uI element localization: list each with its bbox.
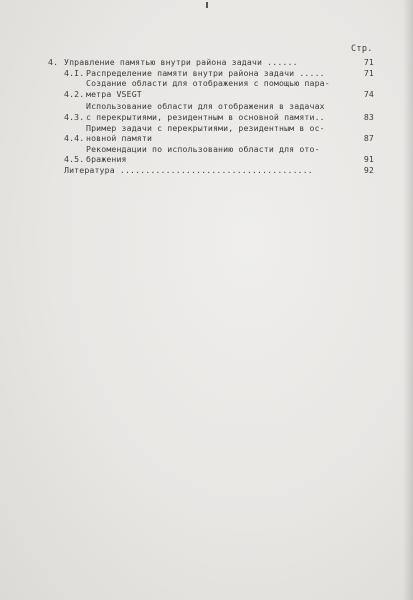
toc-entry-page: 74 [363,88,374,99]
toc-entry-number: 4.I. [64,67,85,78]
toc-entry-page: 92 [363,164,374,175]
table-of-contents [48,57,374,176]
toc-entry-title [86,78,350,99]
toc-entry-line: Рекомендации по использованию области для ото- [86,143,320,154]
toc-entry-line: Литература ...................................... [64,164,313,175]
toc-entry-line: новной памяти [86,133,153,144]
toc-entry-line: Управление памятью внутри района задачи ...... [64,57,298,67]
toc-entry-number: 4.3. [64,111,85,122]
toc-entry-literature [48,165,374,176]
toc-entry-number: 4.2. [64,88,85,99]
toc-entry-line: Пример задачи с перекрытиями, резидентным в ос- [86,122,325,133]
page-column-header: Стр. [351,44,373,54]
toc-entry-page: 71 [363,67,374,78]
toc-entry-line: с перекрытиями, резидентным в основной памяти.. [86,111,325,122]
toc-entry-page: 87 [363,133,374,144]
toc-entry-4-2 [48,78,374,99]
toc-entry-page: 91 [363,154,374,165]
toc-entry-line: Использование области для отображения в задачах [86,101,325,112]
toc-entry-4-3 [48,101,374,122]
toc-entry-title [64,57,350,68]
toc-entry-title [64,165,350,176]
toc-entry-4 [48,57,374,68]
toc-entry-page: 83 [363,111,374,122]
toc-entry-line: Создание области для отображения с помощью пара- [86,78,330,89]
toc-entry-number: 4.5. [64,154,85,165]
toc-entry-line: бражения [86,154,127,165]
toc-entry-4-1 [48,68,374,79]
toc-entry-line: Распределение памяти внутри района задачи ..... [86,67,325,78]
toc-entry-title [86,144,350,165]
toc-entry-title [86,101,350,122]
toc-entry-4-4 [48,123,374,144]
toc-entry-4-5 [48,144,374,165]
toc-entry-title [86,123,350,144]
toc-entry-page: 71 [363,57,374,67]
toc-entry-title [86,68,350,79]
toc-entry-number: 4. [48,57,59,67]
toc-entry-number: 4.4. [64,133,85,144]
toc-entry-line: метра VSEGT [86,88,142,99]
top-mark [206,2,208,8]
page-edge-shadow [403,0,413,600]
